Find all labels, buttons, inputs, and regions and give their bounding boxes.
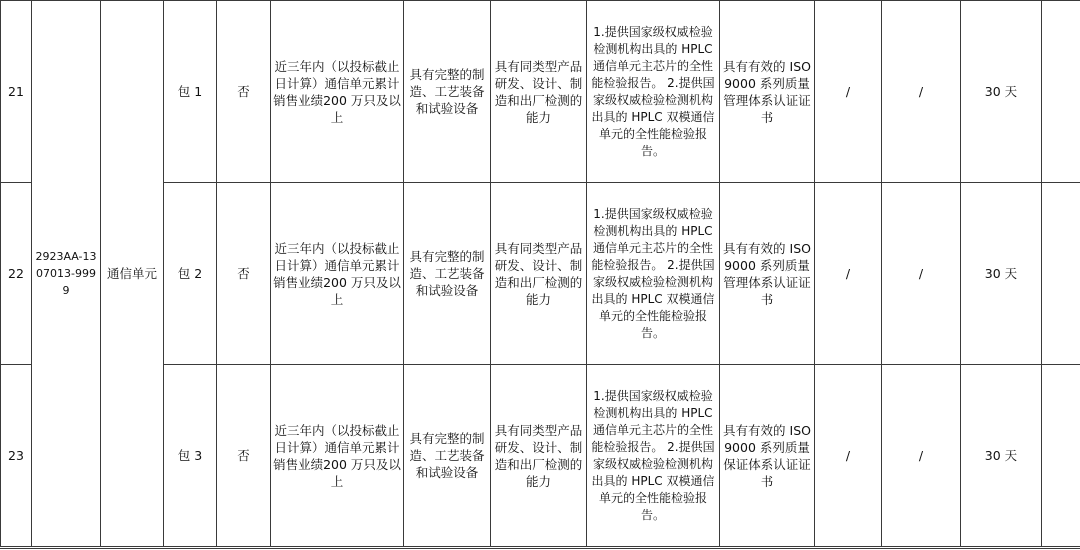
col9-cell: / (815, 183, 882, 365)
test-report-cell: 1.提供国家级权威检验检测机构出具的 HPLC 通信单元主芯片的全性能检验报告。 2.提供国家级权威检验检测机构出具的 HPLC 双模通信单元的全性能检验报告。 (587, 183, 720, 365)
quality-cert-cell: 具有有效的 ISO9000 系列质量保证体系认证证书 (720, 365, 815, 547)
col9-cell: / (815, 365, 882, 547)
rd-capability-cell: 具有同类型产品研发、设计、制造和出厂检测的能力 (491, 1, 587, 183)
col10-cell: / (882, 183, 961, 365)
material-name-cell: 通信单元 (101, 1, 164, 547)
col10-cell: / (882, 1, 961, 183)
package-cell: 包 2 (164, 183, 217, 365)
seq-cell: 22 (1, 183, 32, 365)
seq-cell: 23 (1, 365, 32, 547)
performance-cell: 近三年内（以投标截止日计算）通信单元累计销售业绩200 万只及以上 (271, 365, 404, 547)
col10-cell: / (882, 365, 961, 547)
seq-cell: 21 (1, 1, 32, 183)
table-row (1, 1, 1080, 183)
test-report-cell: 1.提供国家级权威检验检测机构出具的 HPLC 通信单元主芯片的全性能检验报告。 2.提供国家级权威检验检测机构出具的 HPLC 双模通信单元的全性能检验报告。 (587, 1, 720, 183)
package-cell: 包 1 (164, 1, 217, 183)
quality-cert-cell: 具有有效的 ISO9000 系列质量管理体系认证证书 (720, 1, 815, 183)
equipment-cell: 具有完整的制造、工艺装备和试验设备 (404, 365, 491, 547)
empty-cell (1042, 1, 1080, 183)
rd-capability-cell: 具有同类型产品研发、设计、制造和出厂检测的能力 (491, 183, 587, 365)
delivery-cell: 30 天 (961, 1, 1042, 183)
delivery-cell: 30 天 (961, 183, 1042, 365)
material-code-cell: 2923AA-1307013-9999 (32, 1, 101, 547)
empty-cell (1042, 365, 1080, 547)
flag-cell: 否 (217, 183, 271, 365)
flag-cell: 否 (217, 365, 271, 547)
rd-capability-cell: 具有同类型产品研发、设计、制造和出厂检测的能力 (491, 365, 587, 547)
table-bottom-border (0, 546, 1080, 549)
flag-cell: 否 (217, 1, 271, 183)
package-cell: 包 3 (164, 365, 217, 547)
delivery-cell: 30 天 (961, 365, 1042, 547)
empty-cell (1042, 183, 1080, 365)
test-report-cell: 1.提供国家级权威检验检测机构出具的 HPLC 通信单元主芯片的全性能检验报告。 2.提供国家级权威检验检测机构出具的 HPLC 双模通信单元的全性能检验报告。 (587, 365, 720, 547)
equipment-cell: 具有完整的制造、工艺装备和试验设备 (404, 1, 491, 183)
quality-cert-cell: 具有有效的 ISO9000 系列质量管理体系认证证书 (720, 183, 815, 365)
performance-cell: 近三年内（以投标截止日计算）通信单元累计销售业绩200 万只及以上 (271, 1, 404, 183)
equipment-cell: 具有完整的制造、工艺装备和试验设备 (404, 183, 491, 365)
performance-cell: 近三年内（以投标截止日计算）通信单元累计销售业绩200 万只及以上 (271, 183, 404, 365)
col9-cell: / (815, 1, 882, 183)
